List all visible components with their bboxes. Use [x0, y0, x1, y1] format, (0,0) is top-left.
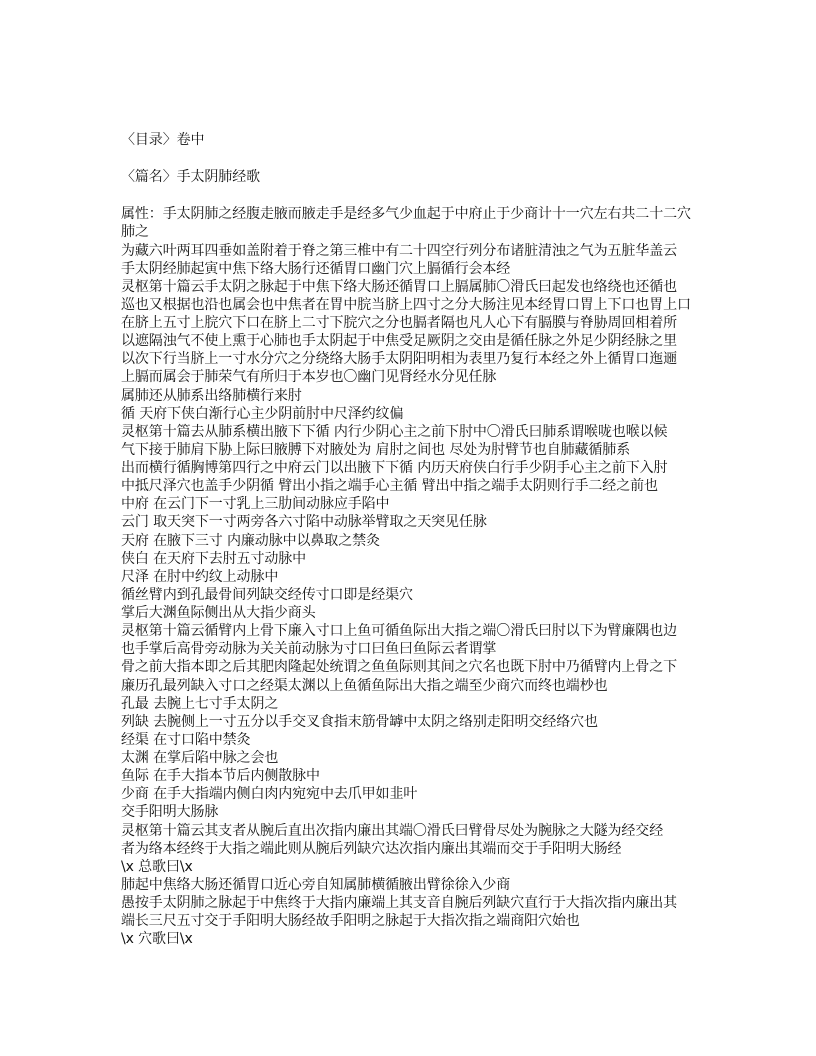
text-line: 灵枢第十篇去从肺系横出腋下下循 内行少阴心主之前下肘中〇滑氏曰肺系谓喉咙也喉以候 [121, 423, 668, 440]
text-line: 循 天府下侠白渐行心主少阴前肘中尺泽约纹偏 [121, 405, 404, 422]
text-line: 端长三尺五寸交于手阳明大肠经故手阳明之脉起于大指次指之端商阳穴始也 [121, 913, 580, 930]
chapter-title: 〈篇名〉手太阴肺经歌 [121, 169, 260, 186]
text-line: 交手阳明大肠脉 [121, 804, 219, 821]
text-line: 尺泽 在肘中约纹上动脉中 [121, 568, 279, 585]
text-line: 鱼际 在手大指本节后内侧散脉中 [121, 768, 320, 785]
catalog-heading: 〈目录〉卷中 [121, 132, 205, 148]
text-line: 少商 在手大指端内侧白肉内宛宛中去爪甲如韭叶 [121, 786, 418, 803]
text-line: 廉历孔最列缺入寸口之经渠太渊以上鱼循鱼际出大指之端至少商穴而终也端杪也 [121, 677, 608, 694]
text-line: 天府 在腋下三寸 内廉动脉中以鼻取之禁灸 [121, 532, 380, 549]
text-line: 为藏六叶两耳四垂如盖附着于脊之第三椎中有二十四空行列分布诸脏清浊之气为五脏华盖云 [121, 242, 677, 259]
text-line: 中抵尺泽穴也盖手少阴循 臂出小指之端手心主循 臂出中指之端手太阴则行手二经之前也 [121, 478, 658, 495]
text-line: 循丝臂内到孔最骨间列缺交经传寸口即是经渠穴 [121, 586, 413, 603]
document-body [121, 205, 711, 948]
text-line: 肺之 [121, 224, 149, 241]
text-line: 以遮隔浊气不使上熏于心肺也手太阴起于中焦受足厥阴之交由是循任脉之外足少阴经脉之里 [121, 333, 677, 350]
text-line: 云门 取天突下一寸两旁各六寸陷中动脉举臂取之天突见任脉 [121, 514, 487, 531]
text-line: 愚按手太阴肺之脉起于中焦终于大指内廉端上其支音自腕后列缺穴直行于大指次指内廉出其 [121, 895, 677, 911]
document-page [121, 131, 711, 948]
text-line: 手太阴经肺起寅中焦下络大肠行还循胃口幽门穴上膈循行会本经 [121, 260, 511, 277]
text-line: 气下接于肺肩下胁上际曰腋膊下对腋处为 肩肘之间也 尽处为肘臂节也自肺藏循肺系 [121, 441, 631, 458]
text-line: 列缺 去腕侧上一寸五分以手交叉食指末筋骨罅中太阴之络别走阳明交经络穴也 [121, 713, 598, 730]
text-line: 巡也又根据也沿也属会也中焦者在胃中脘当脐上四寸之分大肠注见本经胃口胃上下口也胃上口 [121, 296, 691, 313]
text-line: 在脐上五寸上脘穴下口在脐上二寸下脘穴之分也膈者隔也凡人心下有膈膜与脊胁周回相着所 [121, 315, 677, 331]
text-line: 孔最 去腕上七寸手太阴之 [121, 695, 279, 712]
text-line: 上膈而属会于肺荣气有所归于本岁也〇幽门见肾经水分见任脉 [121, 369, 497, 386]
text-line: 者为络本经终于大指之端此则从腕后列缺穴达次指内廉出其端而交于手阳明大肠经 [121, 840, 622, 857]
text-line: 太渊 在掌后陷中脉之会也 [121, 750, 279, 766]
text-line: \x 总歌曰\x [121, 858, 193, 875]
text-line: 肺起中焦络大肠还循胃口近心旁自知属肺横循腋出臂徐徐入少商 [121, 876, 511, 893]
text-line: 侠白 在天府下去肘五寸动脉中 [121, 550, 307, 567]
text-line: 灵枢第十篇云手太阴之脉起于中焦下络大肠还循胃口上膈属肺〇滑氏曰起发也络绕也还循也 [121, 278, 677, 295]
text-line: 也手掌后高骨旁动脉为关关前动脉为寸口曰鱼曰鱼际云者谓掌 [121, 641, 497, 658]
text-line: \x 穴歌曰\x [121, 931, 193, 948]
text-line: 灵枢第十篇云其支者从腕后直出次指内廉出其端〇滑氏曰臂骨尽处为腕脉之大隧为经交经 [121, 822, 664, 839]
text-line: 以次下行当脐上一寸水分穴之分绕络大肠手太阴阳明相为表里乃复行本经之外上循胃口迤逦 [121, 351, 677, 368]
text-line: 中府 在云门下一寸乳上三肋间动脉应手陷中 [121, 496, 390, 513]
text-line: 属肺还从肺系出络肺横行来肘 [121, 387, 302, 404]
text-line: 灵枢第十篇云循臂内上骨下廉入寸口上鱼可循鱼际出大指之端〇滑氏曰肘以下为臂廉隅也边 [121, 623, 677, 640]
text-line: 属性：手太阴肺之经腹走腋而腋走手是经多气少血起于中府止于少商计十一穴左右共二十二穴 [121, 206, 691, 223]
text-line: 骨之前大指本即之后其肥肉隆起处统谓之鱼鱼际则其间之穴名也既下肘中乃循臂内上骨之下 [121, 659, 677, 676]
text-line: 掌后大渊鱼际侧出从大指少商头 [121, 605, 316, 621]
text-line: 出而横行循胸博第四行之中府云门以出腋下下循 内历天府侠白行手少阴手心主之前下入肘 [121, 460, 668, 476]
text-line: 经渠 在寸口陷中禁灸 [121, 731, 251, 748]
